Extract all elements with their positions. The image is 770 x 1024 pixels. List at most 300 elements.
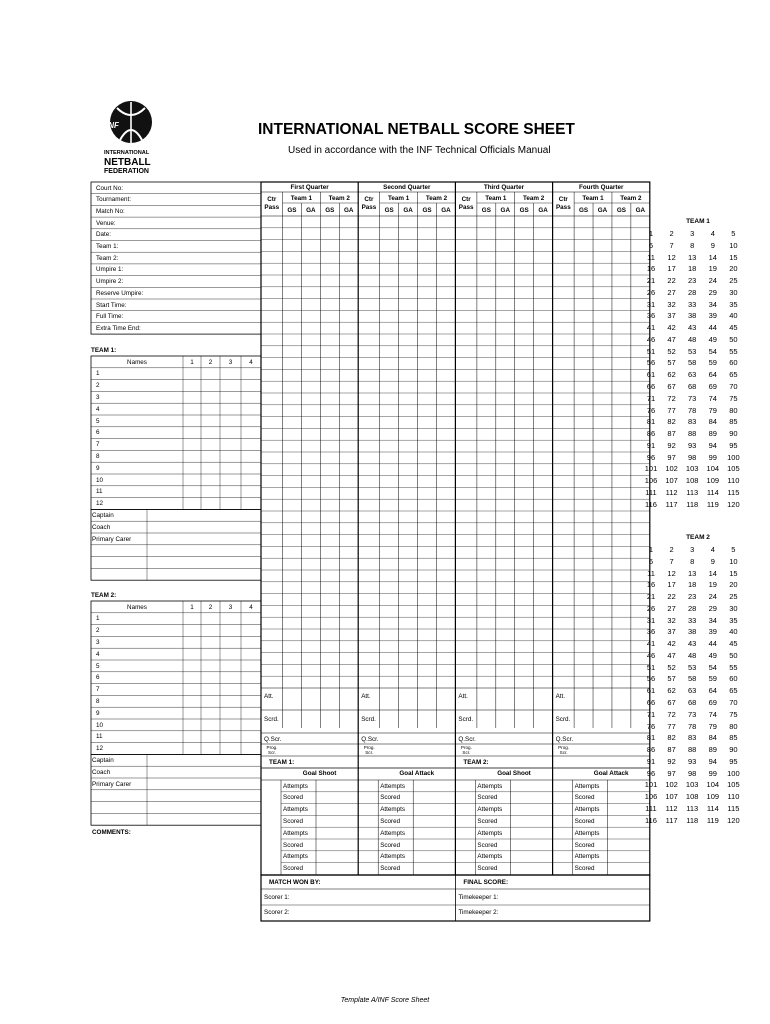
running-score-number[interactable]: 57 [667, 358, 676, 368]
running-score-number[interactable]: 115 [727, 803, 740, 813]
running-score-number[interactable]: 78 [688, 721, 697, 731]
running-score-number[interactable]: 108 [685, 476, 699, 486]
position-label: GS [519, 206, 529, 214]
running-score-number[interactable]: 55 [729, 662, 738, 672]
running-score-number[interactable]: 84 [708, 733, 717, 743]
running-score-number[interactable]: 3 [690, 545, 695, 554]
team1-label: Team 1 [387, 194, 410, 202]
running-score-number[interactable]: 77 [667, 405, 676, 415]
running-score-number[interactable]: 6 [648, 240, 654, 250]
running-score-number[interactable]: 87 [667, 429, 676, 439]
running-score-number[interactable]: 50 [729, 650, 738, 660]
running-score-number[interactable]: 69 [708, 698, 717, 707]
running-score-number[interactable]: 20 [729, 580, 738, 590]
position-label: GS [384, 206, 394, 214]
running-score-number[interactable]: 41 [646, 323, 656, 333]
running-score-number[interactable]: 104 [706, 464, 720, 474]
running-score-number[interactable]: 11 [647, 252, 655, 262]
running-score-number[interactable]: 16 [646, 264, 656, 274]
running-score-number[interactable]: 46 [646, 650, 656, 660]
running-score-number[interactable]: 85 [729, 417, 738, 427]
goal-row-label: Scored [283, 865, 303, 873]
running-score-number[interactable]: 116 [645, 815, 657, 825]
running-score-number[interactable]: 22 [667, 592, 676, 602]
running-score-number[interactable]: 43 [688, 639, 697, 649]
running-score-number[interactable]: 63 [688, 686, 697, 696]
running-score-number[interactable]: 45 [729, 639, 738, 649]
running-score-number[interactable]: 49 [708, 650, 717, 660]
running-score-number[interactable]: 4 [710, 545, 715, 554]
running-score-number[interactable]: 84 [708, 417, 717, 427]
logo-mark: INF [106, 121, 119, 130]
running-score-number[interactable]: 51 [646, 346, 656, 356]
running-score-number[interactable]: 21 [646, 276, 656, 286]
running-score-number[interactable]: 73 [688, 709, 697, 719]
running-score-number[interactable]: 27 [667, 603, 676, 613]
player-number: 4 [96, 405, 100, 413]
running-score-number[interactable]: 52 [667, 346, 676, 356]
att-label: Att. [555, 693, 566, 700]
running-score-number[interactable]: 33 [688, 299, 697, 309]
running-score-number[interactable]: 61 [646, 370, 656, 380]
scrd-label: Scrd. [361, 716, 376, 723]
running-score-number[interactable]: 116 [645, 499, 657, 509]
running-score-number[interactable]: 54 [708, 662, 717, 672]
running-score-number[interactable]: 70 [729, 698, 738, 707]
running-score-number[interactable]: 111 [645, 487, 657, 497]
running-score-number[interactable]: 91 [646, 440, 656, 450]
team1-label: Team 1 [582, 194, 604, 202]
player-number: 2 [96, 382, 100, 390]
running-score-number[interactable]: 106 [644, 476, 658, 486]
running-score-number[interactable]: 59 [708, 674, 717, 684]
running-score-number[interactable]: 65 [729, 370, 738, 380]
running-score-number[interactable]: 112 [665, 803, 678, 813]
running-score-number[interactable]: 89 [708, 745, 717, 755]
running-score-number[interactable]: 75 [729, 393, 738, 403]
position-label: GS [579, 206, 589, 214]
timekeeper2-label: Timekeeper 2: [458, 909, 499, 916]
quarter-col-header: 2 [208, 358, 213, 366]
running-score-number[interactable]: 64 [708, 370, 717, 380]
running-score-number[interactable]: 5 [731, 229, 736, 238]
running-score-number[interactable]: 60 [729, 358, 738, 368]
running-score-number[interactable]: 104 [706, 780, 720, 790]
running-score-number[interactable]: 48 [688, 334, 697, 344]
goal-row-label: Scored [574, 841, 595, 849]
names-header: Names [127, 358, 147, 366]
running-score-number[interactable]: 115 [727, 487, 740, 497]
running-score-number[interactable]: 112 [665, 487, 678, 497]
running-score-number[interactable]: 74 [708, 709, 717, 719]
running-score-number[interactable]: 47 [667, 334, 676, 344]
running-score-number[interactable]: 90 [729, 745, 738, 755]
player-number: 8 [96, 697, 100, 705]
running-score-number[interactable]: 5 [731, 545, 736, 554]
running-score-number[interactable]: 77 [667, 721, 676, 731]
running-score-number[interactable]: 98 [688, 452, 697, 462]
scorer2-label: Scorer 2: [264, 909, 290, 916]
running-score-number[interactable]: 36 [646, 311, 656, 321]
match-info-label: Team 1: [96, 243, 119, 250]
running-score-number[interactable]: 66 [646, 698, 656, 707]
att-label: Att. [361, 693, 371, 700]
running-score-number[interactable]: 110 [727, 476, 740, 486]
running-score-number[interactable]: 18 [688, 580, 697, 590]
team-table-box [91, 356, 261, 509]
running-score-number[interactable]: 50 [729, 334, 738, 344]
player-number: 3 [96, 393, 100, 401]
running-score-number[interactable]: 54 [708, 346, 717, 356]
running-score-number[interactable]: 24 [708, 276, 717, 286]
running-score-number[interactable]: 2 [669, 229, 674, 238]
running-score-title: TEAM 2 [686, 534, 710, 541]
running-score-number[interactable]: 68 [688, 698, 697, 707]
running-score-number[interactable]: 31 [646, 299, 656, 309]
running-score-number[interactable]: 85 [729, 733, 738, 743]
running-score-number[interactable]: 117 [665, 815, 678, 825]
running-score-number[interactable]: 44 [708, 323, 717, 333]
running-score-number[interactable]: 17 [667, 264, 676, 274]
running-score-number[interactable]: 36 [646, 627, 656, 637]
goal-row-label: Scored [283, 817, 303, 825]
position-label: GS [287, 206, 297, 214]
running-score-number[interactable]: 76 [646, 405, 656, 415]
running-score-number[interactable]: 4 [710, 229, 715, 238]
running-score-number[interactable]: 89 [708, 429, 717, 439]
running-score-number[interactable]: 79 [708, 405, 717, 415]
running-score-number[interactable]: 22 [667, 276, 676, 286]
running-score-number[interactable]: 51 [646, 662, 656, 672]
running-score-number[interactable]: 13 [688, 568, 697, 578]
running-score-number[interactable]: 39 [708, 627, 717, 637]
running-score-number[interactable]: 24 [708, 592, 717, 602]
running-score-number[interactable]: 118 [686, 499, 699, 509]
running-score-number[interactable]: 18 [688, 264, 697, 274]
running-score-number[interactable]: 68 [688, 382, 697, 391]
running-score-title: TEAM 1 [686, 218, 710, 225]
running-score-number[interactable]: 9 [710, 240, 715, 250]
running-score-number[interactable]: 52 [667, 662, 676, 672]
running-score-number[interactable]: 96 [646, 452, 656, 462]
running-score-number[interactable]: 41 [646, 639, 656, 649]
running-score-number[interactable]: 58 [688, 674, 697, 684]
running-score-number[interactable]: 102 [665, 464, 678, 474]
running-score-number[interactable]: 94 [708, 756, 717, 766]
running-score-number[interactable]: 99 [708, 452, 717, 462]
running-score-number[interactable]: 12 [667, 568, 676, 578]
running-score-number[interactable]: 23 [688, 276, 697, 286]
running-score-number[interactable]: 92 [667, 440, 676, 450]
position-label: GA [441, 206, 451, 214]
running-score-number[interactable]: 19 [708, 264, 717, 274]
running-score-number[interactable]: 29 [708, 287, 717, 297]
running-score-number[interactable]: 26 [646, 287, 656, 297]
running-score-number[interactable]: 9 [710, 556, 715, 566]
running-score-number[interactable]: 43 [688, 323, 697, 333]
running-score-number[interactable]: 8 [690, 240, 695, 250]
running-score-number[interactable]: 45 [729, 323, 738, 333]
running-score-number[interactable]: 113 [686, 803, 699, 813]
running-score-number[interactable]: 1 [648, 229, 654, 238]
running-score-number[interactable]: 2 [669, 545, 674, 554]
running-score-number[interactable]: 27 [667, 287, 676, 297]
running-score-number[interactable]: 31 [646, 615, 656, 625]
running-score-number[interactable]: 94 [708, 440, 717, 450]
running-score-number[interactable]: 93 [688, 756, 697, 766]
running-score-number[interactable]: 81 [646, 417, 656, 427]
running-score-number[interactable]: 33 [688, 615, 697, 625]
running-score-number[interactable]: 39 [708, 311, 717, 321]
running-score-number[interactable]: 28 [688, 603, 697, 613]
running-score-number[interactable]: 23 [688, 592, 697, 602]
player-number: 1 [96, 615, 100, 623]
running-score-number[interactable]: 111 [645, 803, 657, 813]
running-score-number[interactable]: 92 [667, 756, 676, 766]
player-number: 4 [96, 650, 100, 658]
running-score-number[interactable]: 10 [729, 556, 738, 566]
running-score-number[interactable]: 6 [648, 556, 654, 566]
running-score-number[interactable]: 103 [685, 464, 699, 474]
running-score-number[interactable]: 62 [667, 686, 676, 696]
att-label: Att. [458, 693, 468, 700]
running-score-number[interactable]: 40 [729, 311, 738, 321]
running-score-number[interactable]: 82 [667, 417, 676, 427]
running-score-number[interactable]: 70 [729, 382, 738, 391]
running-score-number[interactable]: 32 [667, 615, 676, 625]
running-score-number[interactable]: 106 [644, 792, 658, 802]
running-score-number[interactable]: 71 [646, 709, 656, 719]
quarter-col-header: 4 [249, 603, 253, 611]
running-score-number[interactable]: 35 [729, 299, 738, 309]
running-score-number[interactable]: 20 [729, 264, 738, 274]
running-score-number[interactable]: 14 [708, 568, 717, 578]
running-score-number[interactable]: 60 [729, 674, 738, 684]
running-score-number[interactable]: 72 [667, 709, 676, 719]
running-score-number[interactable]: 67 [667, 698, 676, 707]
running-score-number[interactable]: 76 [646, 721, 656, 731]
running-score-number[interactable]: 56 [646, 674, 656, 684]
running-score-number[interactable]: 37 [667, 311, 676, 321]
running-score-number[interactable]: 7 [669, 240, 674, 250]
running-score-number[interactable]: 14 [708, 252, 717, 262]
running-score-number[interactable]: 87 [667, 745, 676, 755]
goal-row-label: Scored [380, 841, 401, 849]
running-score-number[interactable]: 90 [729, 429, 738, 439]
running-score-number[interactable]: 53 [688, 346, 697, 356]
running-score-number[interactable]: 97 [667, 452, 676, 462]
running-score-number[interactable]: 88 [688, 745, 697, 755]
running-score-number[interactable]: 82 [667, 733, 676, 743]
running-score-number[interactable]: 63 [688, 370, 697, 380]
match-info-label: Extra Time End: [96, 324, 141, 332]
quarter-col-header: 3 [228, 358, 233, 366]
player-number: 11 [96, 488, 103, 496]
running-score-number[interactable]: 88 [688, 429, 697, 439]
running-score-number[interactable]: 16 [646, 580, 656, 590]
running-score-number[interactable]: 117 [665, 499, 678, 509]
running-score-number[interactable]: 97 [667, 768, 676, 778]
running-score-number[interactable]: 49 [708, 334, 717, 344]
running-score-number[interactable]: 107 [665, 792, 678, 802]
running-score-number[interactable]: 100 [727, 452, 740, 462]
running-score-number[interactable]: 13 [688, 252, 697, 262]
running-score-number[interactable]: 47 [667, 650, 676, 660]
running-score-number[interactable]: 96 [646, 768, 656, 778]
running-score-number[interactable]: 29 [708, 603, 717, 613]
running-score-number[interactable]: 109 [706, 792, 720, 802]
running-score-number[interactable]: 73 [688, 393, 697, 403]
running-score-number[interactable]: 98 [688, 768, 697, 778]
running-score-number[interactable]: 80 [729, 405, 738, 415]
running-score-number[interactable]: 38 [688, 311, 697, 321]
player-number: 11 [96, 733, 103, 741]
running-score-number[interactable]: 72 [667, 393, 676, 403]
running-score-number[interactable]: 62 [667, 370, 676, 380]
running-score-number[interactable]: 58 [688, 358, 697, 368]
running-score-number[interactable]: 99 [708, 768, 717, 778]
running-score-number[interactable]: 32 [667, 299, 676, 309]
running-score-number[interactable]: 35 [729, 615, 738, 625]
running-score-number[interactable]: 109 [706, 476, 720, 486]
running-score-number[interactable]: 105 [727, 464, 740, 474]
position-label: GS [422, 206, 432, 214]
running-score-number[interactable]: 107 [665, 476, 678, 486]
goal-row-label: Scored [477, 794, 498, 802]
running-score-number[interactable]: 17 [667, 580, 676, 590]
logo-text-2: NETBALL [104, 157, 151, 168]
scrd-label: Scrd. [458, 716, 474, 723]
running-score-number[interactable]: 37 [667, 627, 676, 637]
running-score-number[interactable]: 34 [708, 299, 717, 309]
goal-row-label: Scored [380, 794, 401, 802]
goal-col-title: Goal Shoot [497, 770, 531, 777]
running-score-number[interactable]: 67 [667, 382, 676, 391]
running-score-number[interactable]: 114 [706, 487, 719, 497]
running-score-number[interactable]: 19 [708, 580, 717, 590]
running-score-number[interactable]: 101 [644, 464, 658, 474]
running-score-number[interactable]: 105 [727, 780, 740, 790]
running-score-number[interactable]: 38 [688, 627, 697, 637]
position-label: GS [616, 206, 626, 214]
running-score-number[interactable]: 75 [729, 709, 738, 719]
running-score-number[interactable]: 30 [729, 603, 738, 613]
running-score-number[interactable]: 93 [688, 440, 697, 450]
running-score-number[interactable]: 1 [648, 545, 654, 554]
running-score-number[interactable]: 34 [708, 615, 717, 625]
logo-text-1: INTERNATIONAL [104, 150, 150, 156]
running-score-number[interactable]: 56 [646, 358, 656, 368]
running-score-number[interactable]: 65 [729, 686, 738, 696]
running-score-number[interactable]: 25 [729, 276, 738, 286]
running-score-number[interactable]: 113 [686, 487, 699, 497]
running-score-number[interactable]: 86 [646, 745, 656, 755]
running-score-number[interactable]: 55 [729, 346, 738, 356]
goal-row-label: Attempts [477, 829, 503, 837]
running-score-number[interactable]: 66 [646, 382, 656, 391]
running-score-number[interactable]: 12 [667, 252, 676, 262]
running-score-number[interactable]: 95 [729, 440, 738, 450]
running-score-number[interactable]: 100 [727, 768, 740, 778]
running-score-number[interactable]: 83 [688, 417, 697, 427]
match-info-label: Full Time: [96, 313, 124, 321]
running-score-number[interactable]: 101 [644, 780, 658, 790]
running-score-number[interactable]: 42 [667, 323, 676, 333]
running-score-number[interactable]: 8 [690, 556, 695, 566]
running-score-number[interactable]: 46 [646, 334, 656, 344]
player-number: 7 [96, 441, 100, 449]
comments-label: COMMENTS: [92, 829, 131, 836]
running-score-number[interactable]: 53 [688, 662, 697, 672]
running-score-number[interactable]: 110 [727, 792, 740, 802]
running-score-number[interactable]: 48 [688, 650, 697, 660]
running-score-number[interactable]: 11 [647, 568, 655, 578]
position-label: GA [306, 206, 316, 214]
running-score-number[interactable]: 81 [646, 733, 656, 743]
match-info-label: Match No: [96, 207, 125, 215]
progscr-label: Prog. Scr. [558, 745, 570, 755]
running-score-number[interactable]: 3 [690, 229, 695, 238]
running-score-number[interactable]: 42 [667, 639, 676, 649]
running-score-number[interactable]: 28 [688, 287, 697, 297]
running-score-number[interactable]: 78 [688, 405, 697, 415]
running-score-number[interactable]: 120 [727, 815, 740, 825]
team-section-title: TEAM 1: [91, 347, 117, 354]
ctr-label: Ctr [267, 196, 277, 203]
running-score-number[interactable]: 26 [646, 603, 656, 613]
running-score-number[interactable]: 69 [708, 382, 717, 391]
running-score-number[interactable]: 79 [708, 721, 717, 731]
ctr-label: Ctr [364, 196, 374, 203]
goal-row-label: Attempts [380, 782, 406, 790]
running-score-number[interactable]: 7 [669, 556, 674, 566]
running-score-number[interactable]: 120 [727, 499, 740, 509]
running-score-number[interactable]: 44 [708, 639, 717, 649]
running-score-number[interactable]: 114 [706, 803, 719, 813]
running-score-number[interactable]: 118 [686, 815, 699, 825]
running-score-number[interactable]: 119 [706, 815, 719, 825]
running-score-number[interactable]: 57 [667, 674, 676, 684]
running-score-number[interactable]: 15 [729, 252, 738, 262]
running-score-number[interactable]: 95 [729, 756, 738, 766]
running-score-number[interactable]: 25 [729, 592, 738, 602]
running-score-number[interactable]: 83 [688, 733, 697, 743]
quarter-name: First Quarter [290, 184, 329, 191]
running-score-number[interactable]: 91 [646, 756, 656, 766]
running-score-number[interactable]: 59 [708, 358, 717, 368]
running-score-number[interactable]: 64 [708, 686, 717, 696]
running-score-number[interactable]: 74 [708, 393, 717, 403]
running-score-number[interactable]: 30 [729, 287, 738, 297]
scorer1-label: Scorer 1: [264, 894, 290, 901]
match-info-label: Reserve Umpire: [96, 289, 144, 297]
running-score-number[interactable]: 86 [646, 429, 656, 439]
running-score-number[interactable]: 119 [706, 499, 719, 509]
running-score-number[interactable]: 71 [646, 393, 656, 403]
running-score-number[interactable]: 40 [729, 627, 738, 637]
running-score-number[interactable]: 10 [729, 240, 738, 250]
running-score-number[interactable]: 21 [646, 592, 656, 602]
running-score-number[interactable]: 80 [729, 721, 738, 731]
running-score-number[interactable]: 103 [685, 780, 699, 790]
running-score-number[interactable]: 108 [685, 792, 699, 802]
running-score-number[interactable]: 102 [665, 780, 678, 790]
running-score-number[interactable]: 61 [646, 686, 656, 696]
player-number: 8 [96, 452, 100, 460]
running-score-number[interactable]: 15 [729, 568, 738, 578]
pass-label: Pass [458, 204, 474, 211]
team1-label: Team 1 [485, 194, 507, 202]
